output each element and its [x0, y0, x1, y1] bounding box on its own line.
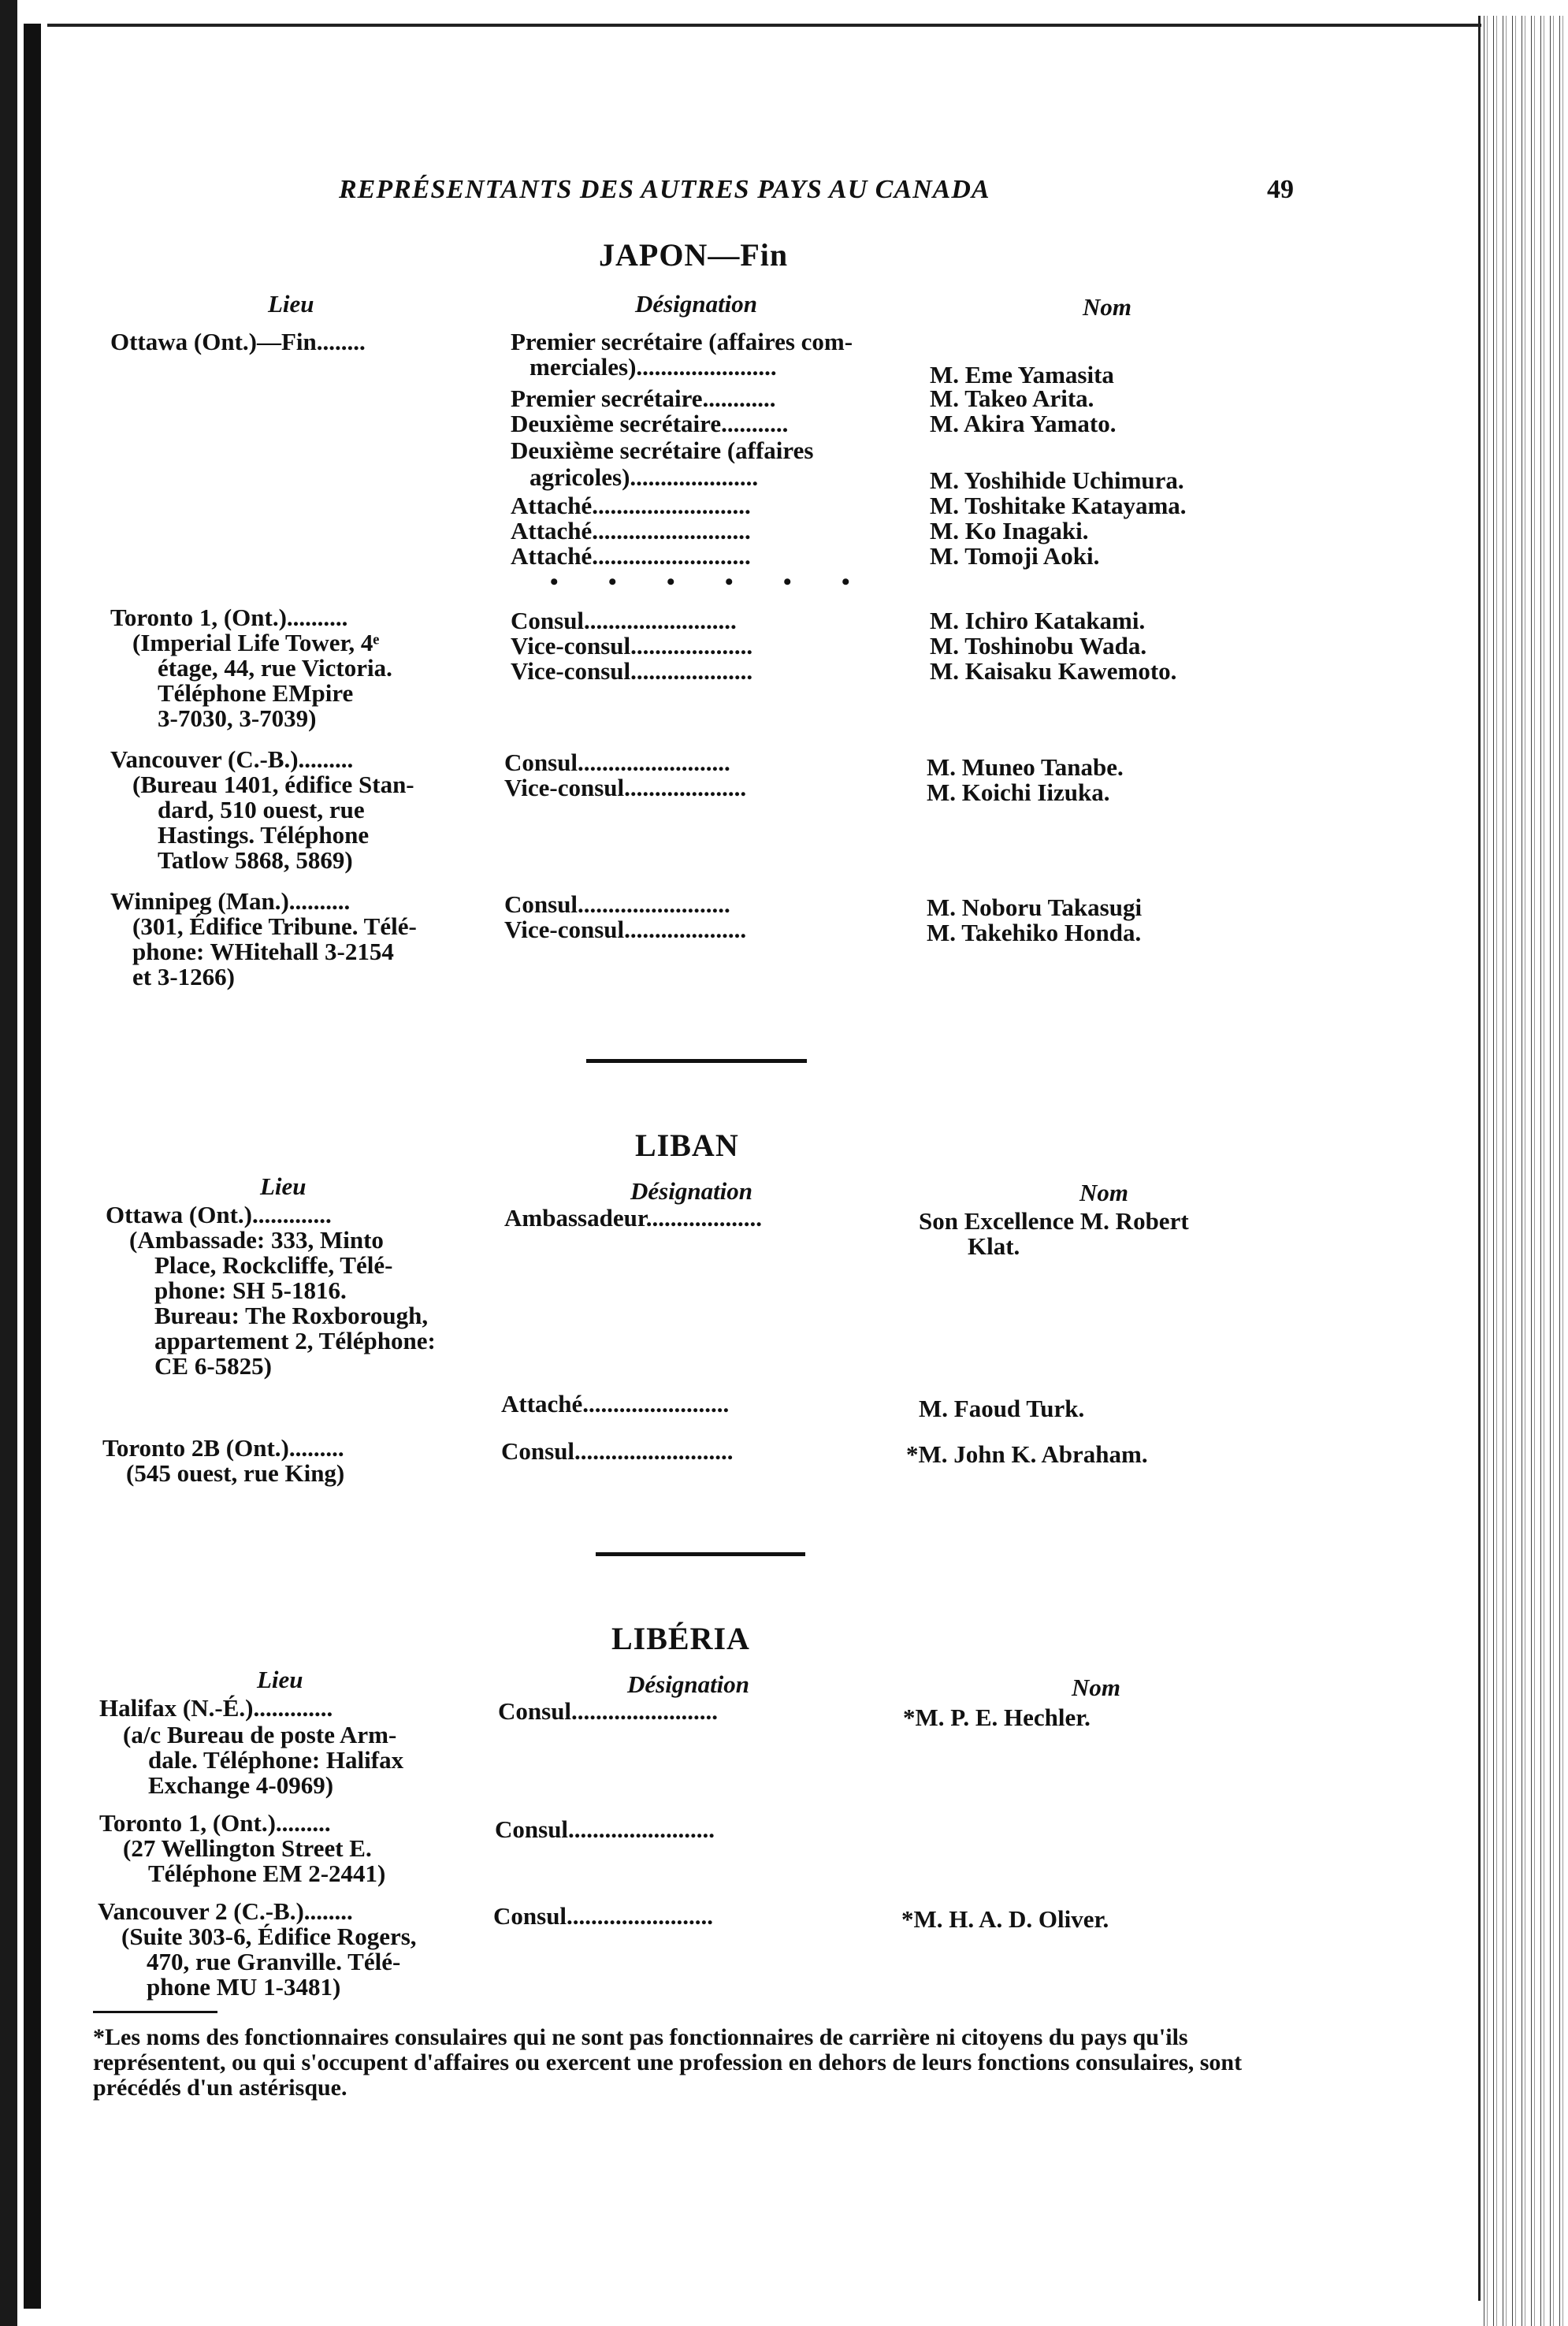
lieu-detail: 470, rue Granville. Télé- — [147, 1948, 401, 1975]
designation: Vice-consul.................... — [504, 916, 747, 943]
section-title-japon: JAPON—Fin — [599, 237, 789, 273]
top-border — [47, 24, 1481, 27]
lieu-vancouver-liberia: Vancouver 2 (C.-B.)........ — [98, 1897, 353, 1925]
lieu-detail: (27 Wellington Street E. — [123, 1834, 372, 1862]
designation: Deuxième secrétaire (affaires — [511, 437, 814, 464]
nom: M. Tomoji Aoki. — [930, 542, 1100, 570]
lieu-halifax: Halifax (N.-É.)............. — [99, 1694, 333, 1722]
col-head-lieu: Lieu — [268, 290, 314, 318]
lieu-winnipeg: Winnipeg (Man.).......... — [110, 887, 351, 915]
footnote-rule — [93, 2011, 217, 2013]
nom: *M. P. E. Hechler. — [903, 1704, 1091, 1731]
col-head-nom: Nom — [1072, 1674, 1120, 1701]
nom: Son Excellence M. Robert — [919, 1207, 1189, 1235]
nom: M. Muneo Tanabe. — [927, 753, 1124, 781]
lieu-detail: phone: SH 5-1816. — [154, 1276, 347, 1304]
nom: M. Takeo Arita. — [930, 385, 1094, 412]
nom: M. Ichiro Katakami. — [930, 607, 1146, 634]
footnote: *Les noms des fonctionnaires consulaires qui ne sont pas fonctionnaires de carrière ni citoyens du pays qu'ils représentent, ou qui s'occupent d'affaires ou exercent une profession en dehors de leurs fonctions consulaires, sont précédés d'un astérisque. — [93, 2024, 1243, 2101]
nom: Klat. — [968, 1232, 1020, 1260]
designation: merciales)....................... — [529, 353, 777, 381]
lieu-detail: Place, Rockcliffe, Télé- — [154, 1251, 393, 1279]
binding-shadow — [24, 24, 41, 2309]
lieu-detail: (a/c Bureau de poste Arm- — [123, 1721, 397, 1748]
lieu-detail: Hastings. Téléphone — [158, 821, 370, 849]
nom: M. Takehiko Honda. — [927, 919, 1142, 946]
nom: M. Kaisaku Kawemoto. — [930, 657, 1177, 685]
nom: M. Toshitake Katayama. — [930, 492, 1187, 519]
designation: Consul........................ — [495, 1815, 715, 1843]
lieu-toronto: Toronto 1, (Ont.).......... — [110, 604, 348, 631]
lieu-toronto-liban: Toronto 2B (Ont.)......... — [102, 1434, 344, 1462]
col-head-designation: Désignation — [630, 1177, 753, 1205]
col-head-lieu: Lieu — [260, 1172, 307, 1200]
lieu-detail: dard, 510 ouest, rue — [158, 796, 365, 823]
designation: Vice-consul.................... — [511, 657, 753, 685]
designation: Premier secrétaire (affaires com- — [511, 328, 853, 355]
lieu-detail: étage, 44, rue Victoria. — [158, 654, 392, 682]
nom: M. Yoshihide Uchimura. — [930, 466, 1184, 494]
lieu-detail: 3-7030, 3-7039) — [158, 704, 317, 732]
lieu-detail: dale. Téléphone: Halifax — [148, 1746, 404, 1774]
lieu-detail: CE 6-5825) — [154, 1352, 272, 1380]
nom: *M. John K. Abraham. — [906, 1440, 1148, 1468]
nom: M. Toshinobu Wada. — [930, 632, 1147, 660]
col-head-nom: Nom — [1079, 1179, 1128, 1206]
page-number: 49 — [1267, 175, 1294, 204]
designation: Consul........................ — [493, 1902, 714, 1930]
lieu-ottawa-japon: Ottawa (Ont.)—Fin........ — [110, 328, 366, 355]
lieu-vancouver: Vancouver (C.-B.)......... — [110, 745, 354, 773]
designation: Deuxième secrétaire........... — [511, 410, 789, 437]
binding-edge — [0, 0, 17, 2326]
section-title-liban: LIBAN — [635, 1128, 739, 1163]
col-head-lieu: Lieu — [257, 1666, 303, 1693]
designation: Consul......................... — [504, 749, 730, 776]
nom: M. Eme Yamasita — [930, 361, 1114, 388]
nom: M. Noboru Takasugi — [927, 894, 1143, 921]
col-head-nom: Nom — [1083, 293, 1131, 321]
designation: Attaché.......................... — [511, 492, 751, 519]
col-head-designation: Désignation — [627, 1670, 750, 1698]
lieu-detail: Téléphone EM 2-2441) — [148, 1860, 386, 1887]
lieu-detail: (545 ouest, rue King) — [126, 1459, 345, 1487]
designation: Attaché.......................... — [511, 517, 751, 544]
lieu-ottawa-liban: Ottawa (Ont.)............. — [106, 1201, 332, 1228]
lieu-detail: appartement 2, Téléphone: — [154, 1327, 436, 1354]
designation: Attaché........................ — [501, 1390, 730, 1418]
designation: Attaché.......................... — [511, 542, 751, 570]
lieu-detail: Bureau: The Roxborough, — [154, 1302, 429, 1329]
lieu-toronto-liberia: Toronto 1, (Ont.)......... — [99, 1809, 331, 1837]
lieu-detail: Tatlow 5868, 5869) — [158, 846, 353, 874]
lieu-detail: (301, Édifice Tribune. Télé- — [132, 912, 417, 940]
lieu-detail: Téléphone EMpire — [158, 679, 354, 707]
section-title-liberia: LIBÉRIA — [611, 1621, 750, 1656]
running-head: REPRÉSENTANTS DES AUTRES PAYS AU CANADA — [339, 175, 990, 204]
nom: M. Akira Yamato. — [930, 410, 1117, 437]
separator-dots: • • • • • • — [550, 569, 872, 595]
page-stack-edge — [1481, 16, 1568, 2326]
designation: Vice-consul.................... — [504, 774, 747, 801]
designation: Vice-consul.................... — [511, 632, 753, 660]
nom: *M. H. A. D. Oliver. — [901, 1905, 1109, 1933]
section-rule — [586, 1059, 807, 1063]
nom: M. Ko Inagaki. — [930, 517, 1089, 544]
designation: Premier secrétaire............ — [511, 385, 776, 412]
right-border — [1478, 16, 1481, 2301]
lieu-detail: phone MU 1-3481) — [147, 1973, 341, 2001]
lieu-detail: et 3-1266) — [132, 963, 235, 990]
lieu-detail: (Ambassade: 333, Minto — [129, 1226, 384, 1254]
lieu-detail: (Suite 303-6, Édifice Rogers, — [121, 1923, 417, 1950]
nom: M. Koichi Iizuka. — [927, 778, 1110, 806]
col-head-designation: Désignation — [635, 290, 758, 318]
designation: Consul........................ — [498, 1697, 719, 1725]
lieu-detail: Exchange 4-0969) — [148, 1771, 334, 1799]
nom: M. Faoud Turk. — [919, 1395, 1085, 1422]
section-rule — [596, 1552, 805, 1556]
lieu-detail: phone: WHitehall 3-2154 — [132, 938, 394, 965]
designation: Consul......................... — [504, 890, 730, 918]
designation: Ambassadeur................... — [504, 1204, 762, 1232]
designation: Consul......................... — [511, 607, 737, 634]
lieu-detail: (Imperial Life Tower, 4ᵉ — [132, 629, 380, 656]
designation: agricoles)..................... — [529, 463, 759, 491]
lieu-detail: (Bureau 1401, édifice Stan- — [132, 771, 414, 798]
designation: Consul.......................... — [501, 1437, 734, 1465]
